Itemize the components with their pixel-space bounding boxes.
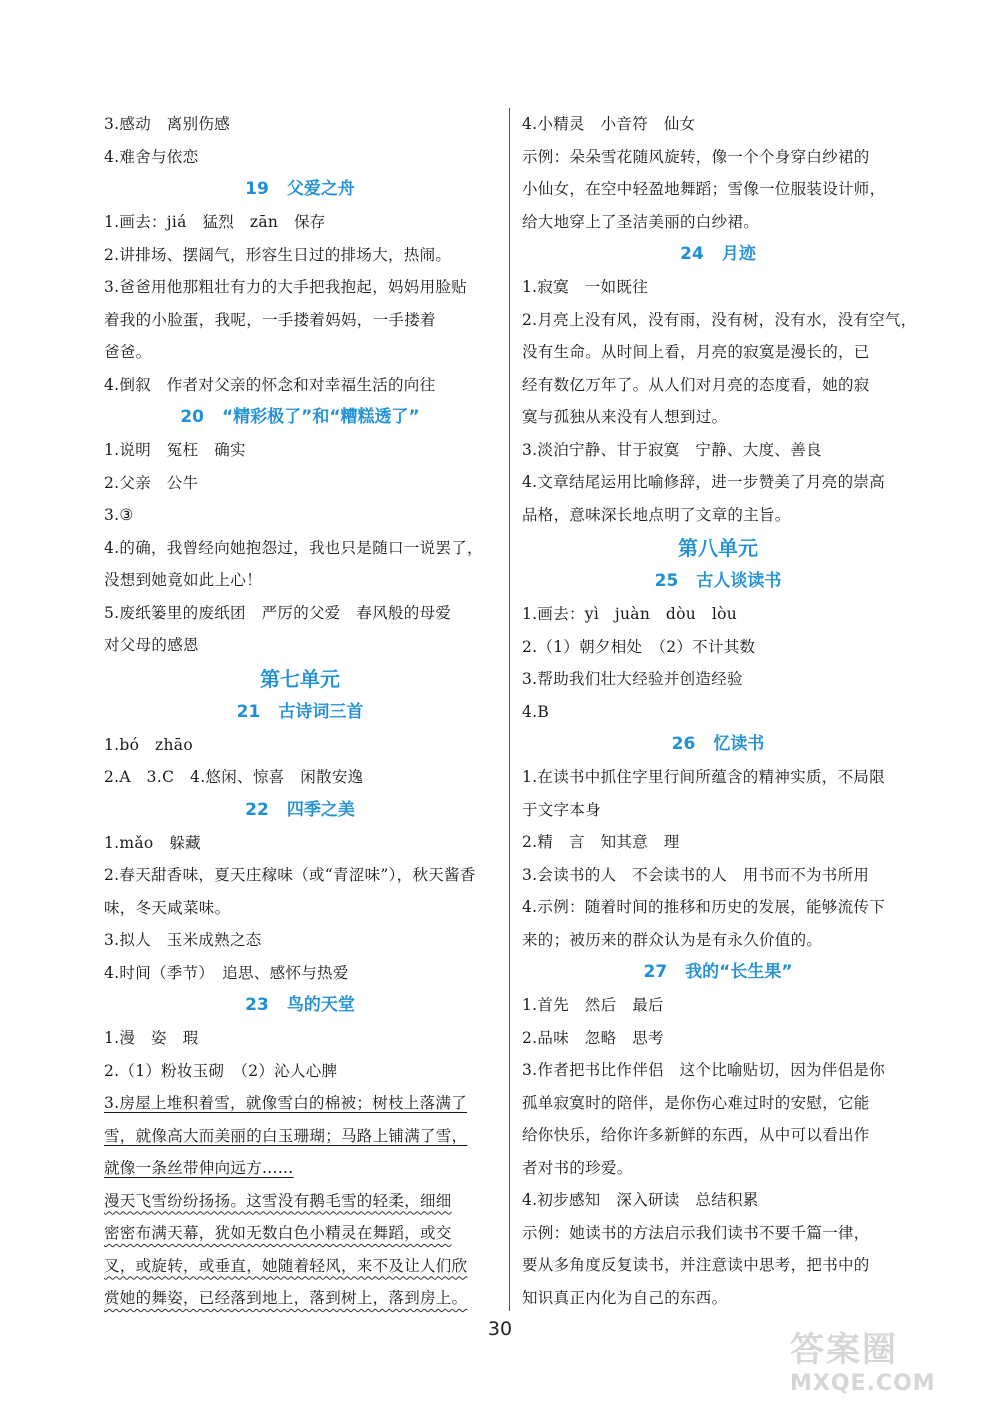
answer-text: 4.文章结尾运用比喻修辞，进一步赞美了月亮的崇高	[522, 473, 885, 491]
answer-text: 知识真正内化为自己的东西。	[522, 1288, 728, 1307]
lesson-title: 四季之美	[286, 799, 355, 820]
answer-line	[104, 532, 496, 565]
unit-heading: 第八单元	[678, 536, 758, 560]
answer-line	[522, 989, 914, 1022]
answer-text: 漫天飞雪纷纷扬扬。这雪没有鹅毛雪的轻柔，细细	[104, 1191, 452, 1210]
right-column	[522, 108, 917, 1314]
answer-line	[104, 1185, 496, 1218]
answer-text: 示例：朵朵雪花随风旋转，像一个个身穿白纱裙的	[522, 147, 870, 166]
answer-text: 4.难舍与依恋	[104, 147, 199, 166]
answer-text: 3.淡泊宁静、甘于寂寞 宁静、大度、善良	[522, 440, 822, 459]
answer-text: 就像一条丝带伸向远方……	[104, 1159, 294, 1177]
lesson-heading	[104, 173, 496, 206]
answer-text: 2.（1）粉妆玉砌 （2）沁人心脾	[104, 1061, 338, 1080]
answer-text: 2.精 言 知其意 理	[522, 833, 680, 851]
answer-line	[104, 564, 496, 597]
lesson-number: 26	[671, 734, 696, 754]
answer-line	[522, 466, 914, 499]
answer-text: 4.初步感知 深入研读 总结积累	[522, 1191, 759, 1209]
answer-text: 寞与孤独从来没有人想到过。	[522, 408, 728, 426]
lesson-number: 27	[643, 962, 668, 982]
answer-text: 4.时间（季节） 追思、感怀与热爱	[104, 963, 349, 982]
answer-text: 5.废纸篓里的废纸团 严厉的父爱 春风般的母爱	[104, 603, 452, 622]
answer-line	[104, 304, 496, 337]
answer-line	[104, 761, 496, 794]
lesson-heading	[522, 956, 914, 989]
answer-line	[104, 434, 496, 467]
answer-text: 没有生命。从时间上看，月亮的寂寞是漫长的，已	[522, 343, 870, 361]
lesson-title: 鸟的天堂	[286, 995, 355, 1015]
answer-text: 3.爸爸用他那粗壮有力的大手把我抱起，妈妈用脸贴	[104, 278, 467, 296]
answer-line	[522, 1249, 914, 1282]
lesson-number: 20	[180, 407, 204, 427]
answer-line	[522, 141, 914, 174]
answer-line	[104, 336, 496, 369]
answer-text: 2.品味 忽略 思考	[522, 1028, 664, 1047]
answer-line	[522, 434, 914, 467]
lesson-number: 24	[680, 244, 704, 264]
answer-line	[522, 1217, 914, 1250]
answer-text: 3.感动 离别伤感	[104, 115, 230, 133]
answer-text: 对父母的感恩	[104, 636, 199, 654]
answer-text: 4.B	[522, 702, 550, 721]
answer-line	[522, 206, 914, 239]
answer-line	[104, 1282, 496, 1315]
answer-line	[104, 206, 496, 239]
watermark-bottom: MXQE.COM	[790, 1371, 936, 1396]
answer-line	[104, 729, 496, 762]
answer-text: 2.（1）朝夕相处 （2）不计其数	[522, 637, 756, 656]
unit-heading: 第七单元	[260, 666, 340, 691]
answer-text: 于文字本身	[522, 800, 602, 819]
answer-text: 味，冬天咸菜味。	[104, 898, 231, 917]
answer-text: 赏她的舞姿，已经落到地上，落到树上，落到房上。	[104, 1289, 468, 1307]
page-number: 30	[487, 1318, 513, 1340]
answer-text: 来的；被历来的群众认为是有永久价值的。	[522, 930, 823, 949]
answer-line	[104, 1055, 496, 1088]
answer-text: 3.会读书的人 不会读书的人 用书而不为书所用	[522, 865, 870, 884]
answer-line	[522, 696, 914, 729]
lesson-title: 忆读书	[713, 734, 765, 754]
lesson-number: 23	[245, 995, 269, 1015]
answer-line	[522, 108, 914, 141]
answer-line	[522, 891, 914, 924]
answer-line	[522, 499, 914, 532]
lesson-heading	[104, 696, 496, 729]
answer-text: 3.帮助我们壮大经验并创造经验	[522, 670, 743, 688]
answer-text: 4.小精灵 小音符 仙女	[522, 115, 696, 133]
answer-text: 3.③	[104, 506, 134, 524]
answer-line	[522, 1087, 914, 1120]
lesson-title: “精彩极了”和“糟糕透了”	[221, 407, 420, 427]
lesson-heading	[522, 238, 914, 271]
lesson-number: 22	[245, 799, 269, 820]
answer-text: 1.首先 然后 最后	[522, 996, 664, 1014]
answer-text: 2.春天甜香味，夏天庄稼味（或“青涩味”），秋天酱香	[104, 866, 476, 884]
answer-text: 2.月亮上没有风，没有雨，没有树，没有水，没有空气，	[522, 310, 917, 329]
answer-line	[104, 271, 496, 304]
answer-line	[522, 859, 914, 892]
answer-line	[522, 1282, 914, 1315]
lesson-heading	[104, 401, 496, 434]
watermark-top: 答案圈	[790, 1330, 898, 1370]
answer-text: 品格，意味深长地点明了文章的主旨。	[522, 505, 791, 524]
watermark-logo	[790, 1322, 990, 1402]
answer-text: 3.房屋上堆积着雪，就像雪白的棉被；树枝上落满了	[104, 1094, 467, 1112]
lesson-number: 19	[245, 179, 269, 199]
answer-line	[104, 827, 496, 860]
answer-text: 爸爸。	[104, 343, 152, 361]
answer-text: 2.A 3.C 4.悠闲、惊喜 闲散安逸	[104, 768, 364, 786]
answer-line	[104, 859, 496, 892]
left-column	[104, 108, 496, 1315]
lesson-number: 25	[654, 571, 679, 591]
answer-line	[522, 826, 914, 859]
answer-text: 给你快乐，给你许多新鲜的东西，从中可以看出作	[522, 1126, 870, 1144]
answer-line	[522, 401, 914, 434]
answer-text: 雪，就像高大而美丽的白玉珊瑚；马路上铺满了雪，	[104, 1126, 468, 1145]
answer-text: 4.示例：随着时间的推移和历史的发展，能够流传下	[522, 898, 885, 916]
answer-text: 1.寂寞 一如既往	[522, 278, 648, 296]
column-divider	[509, 108, 510, 1311]
answer-text: 要从多角度反复读书，并注意读中思考，把书中的	[522, 1256, 870, 1274]
answer-line	[522, 924, 914, 957]
answer-text: 3.拟人 玉米成熟之态	[104, 931, 262, 949]
answer-line	[104, 1250, 496, 1283]
answer-line	[104, 892, 496, 925]
answer-line	[522, 631, 914, 664]
answer-text: 1.在读书中抓住字里行间所蕴含的精神实质，不局限	[522, 768, 885, 786]
answer-text: 2.讲排场、摆阔气，形容生日过的排场大，热闹。	[104, 245, 452, 264]
answer-line	[522, 1184, 914, 1217]
answer-text: 1.画去：jiá 猛烈 zān 保存	[104, 213, 326, 231]
answer-line	[104, 467, 496, 500]
lesson-number: 21	[236, 701, 261, 722]
answer-text: 1.漫 姿 瑕	[104, 1029, 199, 1047]
answer-text: 给大地穿上了圣洁美丽的白纱裙。	[522, 212, 760, 231]
answer-text: 4.倒叙 作者对父亲的怀念和对幸福生活的向往	[104, 375, 436, 394]
lesson-title: 月迹	[721, 244, 756, 264]
answer-text: 1.画去：yì juàn dòu lòu	[522, 605, 738, 623]
answer-line	[522, 1022, 914, 1055]
answer-text: 者对书的珍爱。	[522, 1158, 633, 1177]
answer-line	[522, 336, 914, 369]
answer-line	[522, 173, 914, 206]
answer-line	[104, 597, 496, 630]
answer-text: 经有数亿万年了。从人们对月亮的态度看，她的寂	[522, 375, 870, 394]
answer-text: 2.父亲 公牛	[104, 473, 199, 492]
answer-line	[104, 1152, 496, 1185]
lesson-title: 父爱之舟	[286, 179, 355, 199]
answer-line	[522, 1119, 914, 1152]
answer-line	[104, 141, 496, 174]
answer-text: 1.说明 冤枉 确实	[104, 441, 246, 459]
answer-line	[522, 663, 914, 696]
answer-line	[104, 108, 496, 141]
answer-text: 4.的确，我曾经向她抱怨过，我也只是随口一说罢了，	[104, 538, 483, 557]
answer-text: 密密布满天幕，犹如无数白色小精灵在舞蹈，或交	[104, 1224, 452, 1242]
answer-text: 孤单寂寞时的陪伴，是你伤心难过时的安慰，它能	[522, 1093, 870, 1112]
answer-text: 3.作者把书比作伴侣 这个比喻贴切，因为伴侣是你	[522, 1061, 885, 1079]
lesson-heading	[522, 728, 914, 761]
answer-line	[104, 369, 496, 402]
answer-line	[104, 957, 496, 990]
answer-text: 没想到她竟如此上心！	[104, 571, 263, 589]
answer-line	[522, 1152, 914, 1185]
answer-text: 示例：她读书的方法启示我们读书不要千篇一律，	[522, 1223, 870, 1242]
answer-text: 1.mǎo 躲藏	[104, 833, 201, 852]
answer-text: 着我的小脸蛋，我呢，一手搂着妈妈，一手搂着	[104, 310, 436, 329]
answer-text: 小仙女，在空中轻盈地舞蹈；雪像一位服装设计师，	[522, 180, 886, 198]
answer-line	[522, 369, 914, 402]
answer-line	[104, 1022, 496, 1055]
answer-line	[104, 1087, 496, 1120]
lesson-heading	[104, 989, 496, 1022]
answer-line	[522, 271, 914, 304]
lesson-title: 古诗词三首	[278, 701, 364, 722]
answer-line	[104, 924, 496, 957]
lesson-heading	[104, 794, 496, 827]
answer-line	[104, 1217, 496, 1250]
lesson-heading	[522, 565, 914, 598]
answer-line	[104, 629, 496, 662]
answer-line	[104, 1120, 496, 1153]
answer-line	[522, 598, 914, 631]
answer-line	[522, 1054, 914, 1087]
answer-line	[104, 499, 496, 532]
answer-text: 1.bó zhāo	[104, 735, 193, 754]
lesson-title: 我的“长生果”	[685, 962, 793, 982]
answer-line	[522, 794, 914, 827]
answer-line	[522, 761, 914, 794]
answer-text: 叉，或旋转，或垂直，她随着轻风，来不及让人们欣	[104, 1256, 468, 1275]
answer-line	[104, 239, 496, 272]
answer-line	[522, 304, 917, 337]
lesson-title: 古人谈读书	[696, 571, 782, 591]
